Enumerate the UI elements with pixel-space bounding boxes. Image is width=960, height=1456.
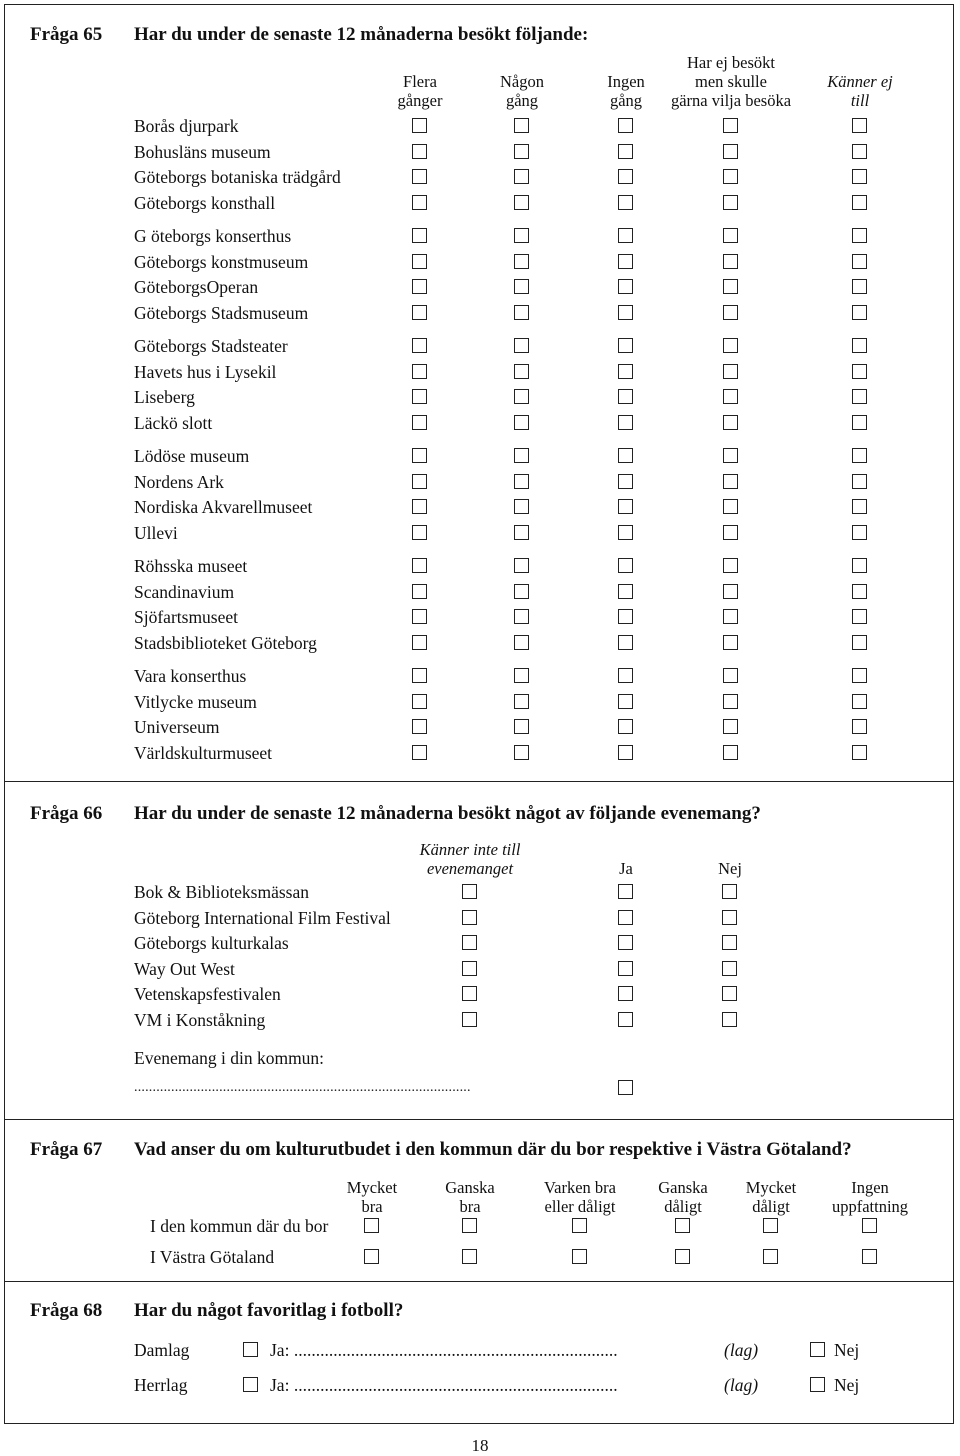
q65-row-label: Scandinavium bbox=[134, 581, 235, 602]
q68-ja-checkbox[interactable] bbox=[243, 1377, 258, 1392]
column-header-line: bra bbox=[459, 1197, 481, 1216]
q65-answer-checkbox[interactable] bbox=[514, 558, 529, 573]
q65-answer-checkbox[interactable] bbox=[514, 169, 529, 184]
q66-answer-checkbox[interactable] bbox=[618, 910, 633, 925]
q65-answer-checkbox[interactable] bbox=[723, 448, 738, 463]
q66-row-label: Bok & Biblioteksmässan bbox=[134, 882, 309, 902]
q65-row-label: Ullevi bbox=[134, 522, 178, 543]
q68-row-label: Herrlag bbox=[134, 1375, 188, 1395]
q68-nej-checkbox[interactable] bbox=[810, 1342, 825, 1357]
q65-answer-checkbox[interactable] bbox=[723, 635, 738, 650]
q68-row-label: Damlag bbox=[134, 1340, 190, 1360]
q65-column-header bbox=[607, 72, 645, 110]
q66-row-label: VM i Konståkning bbox=[134, 1010, 266, 1030]
q65-answer-checkbox[interactable] bbox=[723, 609, 738, 624]
q65-answer-checkbox[interactable] bbox=[514, 474, 529, 489]
q65-row-label: Stadsbiblioteket Göteborg bbox=[134, 632, 317, 653]
q65-answer-checkbox[interactable] bbox=[852, 609, 867, 624]
q65-answer-checkbox[interactable] bbox=[618, 169, 633, 184]
q66-answer-checkbox[interactable] bbox=[462, 935, 477, 950]
q65-row-label: G öteborgs konserthus bbox=[134, 226, 292, 246]
q65-answer-checkbox[interactable] bbox=[723, 228, 738, 243]
column-header-line: Ganska bbox=[445, 1178, 495, 1197]
q65-answer-checkbox[interactable] bbox=[514, 118, 529, 133]
q65-row-label: Läckö slott bbox=[134, 412, 213, 433]
q65-answer-checkbox[interactable] bbox=[412, 305, 427, 320]
q65-row-label: Göteborgs Stadsmuseum bbox=[134, 302, 309, 323]
q65-answer-checkbox[interactable] bbox=[852, 338, 867, 353]
q65-row-label: Vitlycke museum bbox=[134, 691, 257, 712]
q66-answer-checkbox[interactable] bbox=[722, 961, 737, 976]
q65-answer-checkbox[interactable] bbox=[852, 305, 867, 320]
divider bbox=[4, 781, 954, 782]
q65-answer-checkbox[interactable] bbox=[514, 364, 529, 379]
q66-answer-checkbox[interactable] bbox=[722, 1012, 737, 1027]
column-header-line: Känner inte till bbox=[419, 840, 521, 859]
q65-answer-checkbox[interactable] bbox=[723, 254, 738, 269]
q66-answer-checkbox[interactable] bbox=[462, 910, 477, 925]
q66-answer-checkbox[interactable] bbox=[618, 986, 633, 1001]
q65-answer-checkbox[interactable] bbox=[618, 745, 633, 760]
column-header-line: Nej bbox=[718, 859, 742, 878]
column-header-line: Någon bbox=[500, 72, 544, 91]
q65-answer-checkbox[interactable] bbox=[723, 279, 738, 294]
q65-answer-checkbox[interactable] bbox=[723, 474, 738, 489]
q66-column-header bbox=[718, 859, 742, 878]
q66-column-header bbox=[619, 859, 633, 878]
q65-answer-checkbox[interactable] bbox=[723, 305, 738, 320]
q67-column-header bbox=[544, 1178, 616, 1216]
q66-answer-checkbox[interactable] bbox=[462, 1012, 477, 1027]
own-event-input-line[interactable]: ........................................................................................... bbox=[134, 1080, 471, 1095]
q65-answer-checkbox[interactable] bbox=[852, 144, 867, 159]
q66-answer-checkbox[interactable] bbox=[618, 961, 633, 976]
q65-answer-checkbox[interactable] bbox=[514, 305, 529, 320]
column-header-line: Ingen bbox=[607, 72, 645, 91]
q65-answer-checkbox[interactable] bbox=[412, 195, 427, 210]
divider bbox=[4, 1119, 954, 1120]
q65-answer-checkbox[interactable] bbox=[852, 279, 867, 294]
divider bbox=[4, 1281, 954, 1282]
column-header-line: dåligt bbox=[752, 1197, 790, 1216]
q67-answer-checkbox[interactable] bbox=[462, 1218, 477, 1233]
q65-row-label: Lödöse museum bbox=[134, 446, 250, 466]
column-header-line: eller dåligt bbox=[544, 1197, 616, 1216]
own-event-checkbox[interactable] bbox=[618, 1080, 633, 1095]
q65-answer-checkbox[interactable] bbox=[412, 609, 427, 624]
q67-answer-checkbox[interactable] bbox=[763, 1218, 778, 1233]
q68-ja-text-field[interactable]: Ja: .......................................................................... bbox=[270, 1340, 618, 1360]
q65-answer-checkbox[interactable] bbox=[852, 635, 867, 650]
q65-row-label: Havets hus i Lysekil bbox=[134, 361, 277, 382]
q65-answer-checkbox[interactable] bbox=[514, 228, 529, 243]
page-number: 18 bbox=[471, 1436, 489, 1455]
q65-row-label: Universeum bbox=[134, 717, 220, 737]
q65-answer-checkbox[interactable] bbox=[852, 254, 867, 269]
column-header-line: gärna vilja besöka bbox=[670, 91, 792, 110]
column-header-line: Flera bbox=[403, 72, 437, 91]
q67-column-header bbox=[658, 1178, 707, 1216]
q65-answer-checkbox[interactable] bbox=[723, 389, 738, 404]
column-header-line: Ja bbox=[619, 859, 633, 878]
q65-row-label: GöteborgsOperan bbox=[134, 277, 259, 297]
q65-answer-checkbox[interactable] bbox=[514, 525, 529, 540]
column-header-line: Ingen bbox=[851, 1178, 889, 1197]
q67-answer-checkbox[interactable] bbox=[675, 1218, 690, 1233]
q65-answer-checkbox[interactable] bbox=[514, 584, 529, 599]
q65-answer-checkbox[interactable] bbox=[514, 448, 529, 463]
q65-answer-checkbox[interactable] bbox=[852, 448, 867, 463]
q68-nej-checkbox[interactable] bbox=[810, 1377, 825, 1392]
q65-answer-checkbox[interactable] bbox=[723, 668, 738, 683]
q65-answer-checkbox[interactable] bbox=[852, 364, 867, 379]
q65-answer-checkbox[interactable] bbox=[514, 338, 529, 353]
q65-row-label: Världskulturmuseet bbox=[134, 742, 273, 763]
column-header-line: Har ej besökt bbox=[687, 53, 775, 72]
q65-answer-checkbox[interactable] bbox=[412, 415, 427, 430]
q65-row-label: Röhsska museet bbox=[134, 556, 248, 576]
q65-answer-checkbox[interactable] bbox=[618, 144, 633, 159]
q66-answer-checkbox[interactable] bbox=[722, 910, 737, 925]
q65-row-label: Liseberg bbox=[134, 387, 195, 407]
q65-answer-checkbox[interactable] bbox=[412, 228, 427, 243]
q65-row-label: Nordens Ark bbox=[134, 471, 224, 492]
q65-answer-checkbox[interactable] bbox=[618, 668, 633, 683]
q65-answer-checkbox[interactable] bbox=[852, 499, 867, 514]
q65-answer-checkbox[interactable] bbox=[618, 499, 633, 514]
column-header-line: till bbox=[850, 91, 870, 110]
q65-column-header bbox=[398, 72, 443, 110]
q67-row-label: I den kommun där du bor bbox=[150, 1216, 329, 1236]
q65-answer-checkbox[interactable] bbox=[514, 499, 529, 514]
q65-answer-checkbox[interactable] bbox=[412, 338, 427, 353]
q65-answer-checkbox[interactable] bbox=[618, 635, 633, 650]
q66-row-label: Vetenskapsfestivalen bbox=[134, 984, 281, 1005]
q65-answer-checkbox[interactable] bbox=[412, 719, 427, 734]
q65-answer-checkbox[interactable] bbox=[618, 254, 633, 269]
q65-row-label: Vara konserthus bbox=[134, 666, 247, 686]
q65-answer-checkbox[interactable] bbox=[412, 668, 427, 683]
q65-answer-checkbox[interactable] bbox=[723, 195, 738, 210]
q65-answer-checkbox[interactable] bbox=[412, 169, 427, 184]
column-header-line: Mycket bbox=[346, 1178, 398, 1197]
q66-answer-checkbox[interactable] bbox=[462, 986, 477, 1001]
q65-answer-checkbox[interactable] bbox=[852, 415, 867, 430]
column-header-line: Mycket bbox=[745, 1178, 797, 1197]
q65-answer-checkbox[interactable] bbox=[723, 144, 738, 159]
q68-ja-text-field[interactable]: Ja: .......................................................................... bbox=[270, 1375, 618, 1395]
q66-number: Fråga 66 bbox=[30, 803, 103, 824]
q65-answer-checkbox[interactable] bbox=[852, 118, 867, 133]
column-header-line: dåligt bbox=[664, 1197, 702, 1216]
q65-answer-checkbox[interactable] bbox=[618, 719, 633, 734]
column-header-line: bra bbox=[361, 1197, 383, 1216]
column-header-line: gång bbox=[505, 91, 539, 110]
q65-answer-checkbox[interactable] bbox=[618, 609, 633, 624]
q65-answer-checkbox[interactable] bbox=[723, 118, 738, 133]
q65-answer-checkbox[interactable] bbox=[618, 228, 633, 243]
q65-answer-checkbox[interactable] bbox=[412, 279, 427, 294]
q65-answer-checkbox[interactable] bbox=[412, 389, 427, 404]
q67-column-header bbox=[832, 1178, 908, 1216]
q65-row-label: Göteborgs konstmuseum bbox=[134, 251, 309, 272]
q65-answer-checkbox[interactable] bbox=[514, 415, 529, 430]
q67-column-header bbox=[347, 1178, 397, 1216]
q65-column-header bbox=[500, 72, 544, 110]
q65-answer-checkbox[interactable] bbox=[412, 254, 427, 269]
q67-answer-checkbox[interactable] bbox=[763, 1249, 778, 1264]
q66-answer-checkbox[interactable] bbox=[462, 884, 477, 899]
q65-answer-checkbox[interactable] bbox=[723, 338, 738, 353]
q66-answer-checkbox[interactable] bbox=[722, 935, 737, 950]
q67-answer-checkbox[interactable] bbox=[572, 1218, 587, 1233]
q66-title: Har du under de senaste 12 månaderna besökt något av följande evenemang? bbox=[134, 803, 761, 824]
q65-row-label: Sjöfartsmuseet bbox=[134, 607, 239, 627]
q65-answer-checkbox[interactable] bbox=[514, 635, 529, 650]
q65-answer-checkbox[interactable] bbox=[412, 525, 427, 540]
q65-row-label: Göteborgs botaniska trädgård bbox=[134, 167, 341, 187]
q65-answer-checkbox[interactable] bbox=[852, 389, 867, 404]
q67-answer-checkbox[interactable] bbox=[572, 1249, 587, 1264]
q68-number: Fråga 68 bbox=[30, 1300, 103, 1321]
q65-answer-checkbox[interactable] bbox=[618, 415, 633, 430]
q65-answer-checkbox[interactable] bbox=[852, 668, 867, 683]
q65-column-header bbox=[827, 72, 893, 110]
q68-ja-checkbox[interactable] bbox=[243, 1342, 258, 1357]
q65-answer-checkbox[interactable] bbox=[723, 584, 738, 599]
q65-answer-checkbox[interactable] bbox=[514, 389, 529, 404]
q68-lag-label: (lag) bbox=[724, 1340, 759, 1360]
q65-answer-checkbox[interactable] bbox=[852, 525, 867, 540]
q65-answer-checkbox[interactable] bbox=[852, 474, 867, 489]
q65-answer-checkbox[interactable] bbox=[514, 279, 529, 294]
q67-answer-checkbox[interactable] bbox=[364, 1249, 379, 1264]
q65-answer-checkbox[interactable] bbox=[412, 694, 427, 709]
q65-answer-checkbox[interactable] bbox=[618, 474, 633, 489]
q65-answer-checkbox[interactable] bbox=[618, 338, 633, 353]
q66-answer-checkbox[interactable] bbox=[722, 986, 737, 1001]
q65-answer-checkbox[interactable] bbox=[412, 144, 427, 159]
q65-answer-checkbox[interactable] bbox=[852, 228, 867, 243]
q65-answer-checkbox[interactable] bbox=[852, 584, 867, 599]
q65-answer-checkbox[interactable] bbox=[514, 195, 529, 210]
column-header-line: Ganska bbox=[658, 1178, 708, 1197]
column-header-line: gånger bbox=[397, 91, 443, 110]
q66-answer-checkbox[interactable] bbox=[618, 1012, 633, 1027]
column-header-line: Känner ej bbox=[827, 72, 893, 91]
q65-answer-checkbox[interactable] bbox=[618, 305, 633, 320]
q65-answer-checkbox[interactable] bbox=[412, 448, 427, 463]
q65-answer-checkbox[interactable] bbox=[618, 694, 633, 709]
q66-row-label: Göteborg International Film Festival bbox=[134, 907, 391, 928]
q67-number: Fråga 67 bbox=[30, 1139, 103, 1160]
q65-row-label: Borås djurpark bbox=[134, 116, 239, 136]
column-header-line: uppfattning bbox=[831, 1197, 909, 1216]
q67-answer-checkbox[interactable] bbox=[364, 1218, 379, 1233]
q66-answer-checkbox[interactable] bbox=[618, 935, 633, 950]
q65-answer-checkbox[interactable] bbox=[723, 364, 738, 379]
q65-answer-checkbox[interactable] bbox=[723, 499, 738, 514]
q66-row-label: Way Out West bbox=[134, 958, 235, 979]
q65-answer-checkbox[interactable] bbox=[412, 584, 427, 599]
q65-column-header bbox=[671, 53, 791, 110]
q65-row-label: Nordiska Akvarellmuseet bbox=[134, 497, 313, 517]
q65-number: Fråga 65 bbox=[30, 24, 103, 45]
q67-row-label: I Västra Götaland bbox=[150, 1247, 275, 1267]
q65-answer-checkbox[interactable] bbox=[852, 719, 867, 734]
q67-column-header bbox=[445, 1178, 494, 1216]
q66-answer-checkbox[interactable] bbox=[618, 884, 633, 899]
q65-answer-checkbox[interactable] bbox=[514, 254, 529, 269]
q65-answer-checkbox[interactable] bbox=[412, 474, 427, 489]
q65-answer-checkbox[interactable] bbox=[514, 668, 529, 683]
q65-answer-checkbox[interactable] bbox=[412, 499, 427, 514]
q65-answer-checkbox[interactable] bbox=[852, 558, 867, 573]
q65-answer-checkbox[interactable] bbox=[618, 584, 633, 599]
column-header-line: men skulle bbox=[695, 72, 767, 91]
q68-lag-label: (lag) bbox=[724, 1375, 759, 1395]
q67-title: Vad anser du om kulturutbudet i den kommun där du bor respektive i Västra Götaland? bbox=[134, 1139, 852, 1160]
q65-answer-checkbox[interactable] bbox=[412, 364, 427, 379]
q65-row-label: Göteborgs konsthall bbox=[134, 192, 276, 213]
q65-answer-checkbox[interactable] bbox=[723, 745, 738, 760]
own-event-label: Evenemang i din kommun: bbox=[134, 1048, 325, 1068]
q65-answer-checkbox[interactable] bbox=[618, 364, 633, 379]
q67-answer-checkbox[interactable] bbox=[675, 1249, 690, 1264]
q65-answer-checkbox[interactable] bbox=[723, 719, 738, 734]
q66-answer-checkbox[interactable] bbox=[462, 961, 477, 976]
column-header-line: Varken bra bbox=[544, 1178, 616, 1197]
q65-answer-checkbox[interactable] bbox=[514, 719, 529, 734]
q65-answer-checkbox[interactable] bbox=[723, 694, 738, 709]
q67-column-header bbox=[746, 1178, 796, 1216]
q65-answer-checkbox[interactable] bbox=[723, 415, 738, 430]
q65-row-label: Bohusläns museum bbox=[134, 141, 271, 162]
q65-answer-checkbox[interactable] bbox=[618, 279, 633, 294]
q65-answer-checkbox[interactable] bbox=[514, 745, 529, 760]
q65-answer-checkbox[interactable] bbox=[514, 144, 529, 159]
q68-nej-label: Nej bbox=[834, 1375, 860, 1395]
q65-answer-checkbox[interactable] bbox=[852, 169, 867, 184]
q65-row-label: Göteborgs Stadsteater bbox=[134, 336, 288, 356]
q65-answer-checkbox[interactable] bbox=[514, 609, 529, 624]
q65-answer-checkbox[interactable] bbox=[412, 745, 427, 760]
q68-nej-label: Nej bbox=[834, 1340, 860, 1360]
q65-answer-checkbox[interactable] bbox=[618, 525, 633, 540]
q66-answer-checkbox[interactable] bbox=[722, 884, 737, 899]
q65-answer-checkbox[interactable] bbox=[618, 118, 633, 133]
q65-answer-checkbox[interactable] bbox=[852, 694, 867, 709]
q65-answer-checkbox[interactable] bbox=[723, 558, 738, 573]
q65-answer-checkbox[interactable] bbox=[412, 635, 427, 650]
column-header-line: evenemanget bbox=[426, 859, 514, 878]
q65-answer-checkbox[interactable] bbox=[618, 558, 633, 573]
q66-column-header bbox=[420, 840, 521, 878]
q65-answer-checkbox[interactable] bbox=[723, 525, 738, 540]
q65-title: Har du under de senaste 12 månaderna besökt följande: bbox=[134, 24, 589, 45]
q67-answer-checkbox[interactable] bbox=[862, 1218, 877, 1233]
q65-answer-checkbox[interactable] bbox=[514, 694, 529, 709]
q68-title: Har du något favoritlag i fotboll? bbox=[134, 1300, 404, 1321]
column-header-line: gång bbox=[609, 91, 643, 110]
q67-answer-checkbox[interactable] bbox=[462, 1249, 477, 1264]
q65-answer-checkbox[interactable] bbox=[852, 195, 867, 210]
q65-answer-checkbox[interactable] bbox=[618, 389, 633, 404]
q65-answer-checkbox[interactable] bbox=[618, 195, 633, 210]
q67-answer-checkbox[interactable] bbox=[862, 1249, 877, 1264]
q65-answer-checkbox[interactable] bbox=[852, 745, 867, 760]
q65-answer-checkbox[interactable] bbox=[412, 118, 427, 133]
q66-row-label: Göteborgs kulturkalas bbox=[134, 933, 289, 954]
q65-answer-checkbox[interactable] bbox=[412, 558, 427, 573]
q65-answer-checkbox[interactable] bbox=[618, 448, 633, 463]
q65-answer-checkbox[interactable] bbox=[723, 169, 738, 184]
